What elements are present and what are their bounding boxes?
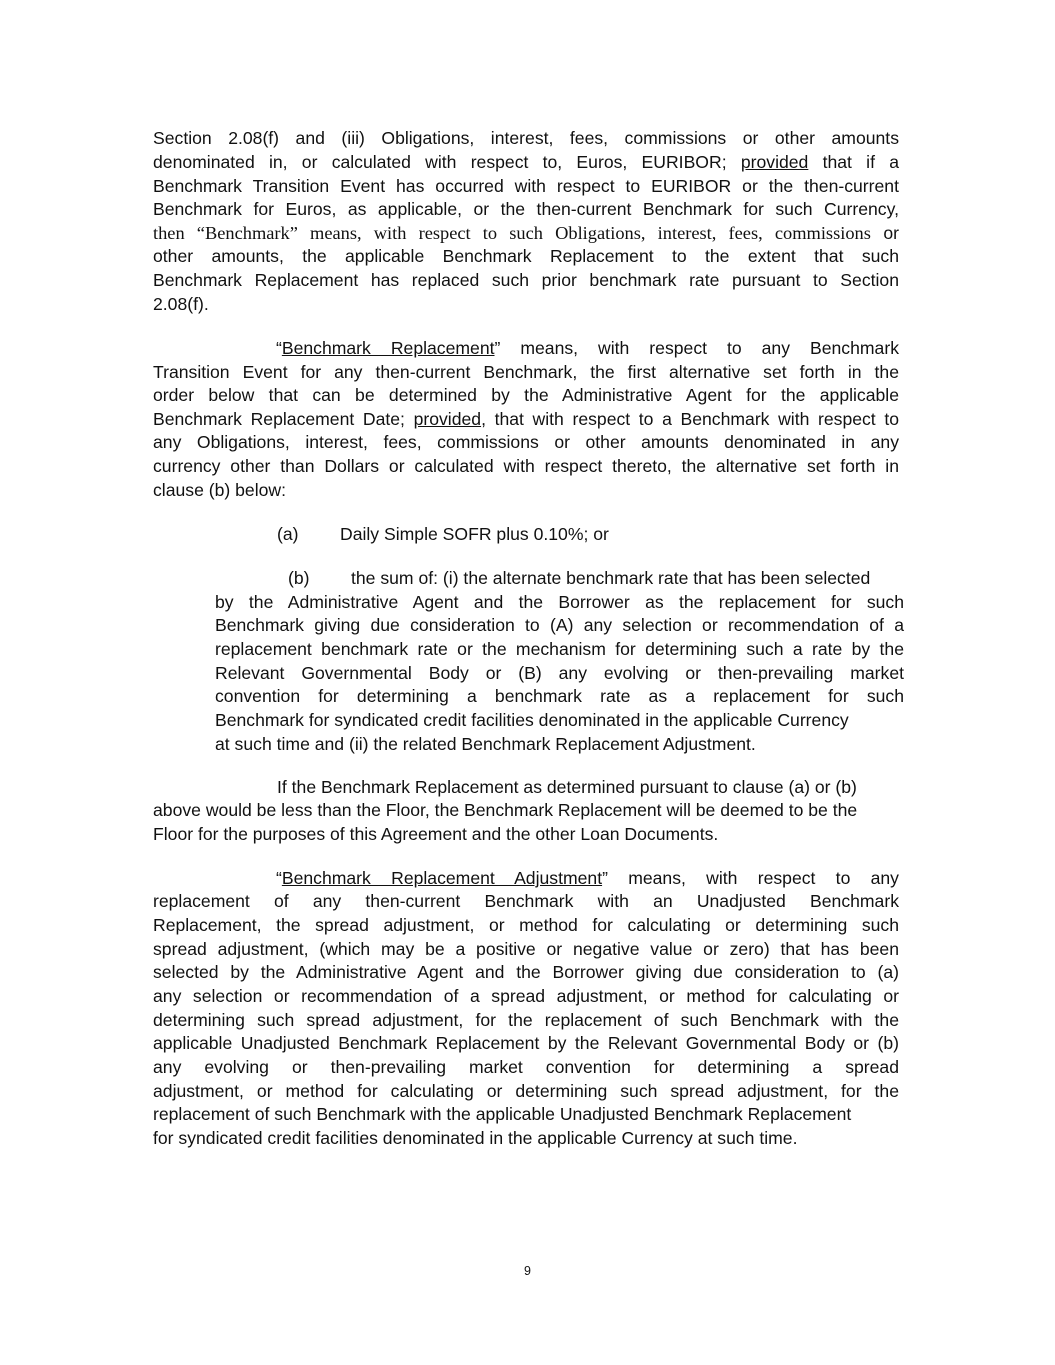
defined-term: Benchmark Replacement Adjustment <box>281 868 603 888</box>
text-line: Floor for the purposes of this Agreement and the other Loan Documents. <box>153 824 719 844</box>
provided-term: provided <box>740 152 809 172</box>
provided-term: provided <box>413 409 482 429</box>
text-segment: or <box>870 223 899 243</box>
clause-text: the sum of: (i) the alternate benchmark rate that has been selected <box>351 568 871 588</box>
text-line: replacement of such Benchmark with the applicable Unadjusted Benchmark Replacement <box>153 1104 852 1124</box>
open-quote: “ <box>276 868 282 888</box>
text-line <box>153 407 899 431</box>
page-number: 9 <box>524 1264 531 1278</box>
text-line: replacement benchmark rate or the mechanism for determining such a rate by the <box>215 639 904 659</box>
text-segment: , that with respect to a Benchmark with respect to <box>481 409 899 429</box>
text-segment: ” means, with respect to any <box>602 868 899 888</box>
text-segment: denominated in, or calculated with respect to, Euros, EURIBOR; <box>153 152 727 172</box>
text-line: adjustment, or method for calculating or determining such spread adjustment, for the <box>153 1081 899 1101</box>
text-line: selected by the Administrative Agent and the Borrower giving due consideration to (a) <box>153 962 899 982</box>
text-line: other amounts, the applicable Benchmark Replacement to the extent that such <box>153 246 899 266</box>
text-line: Relevant Governmental Body or (B) any evolving or then-prevailing market <box>215 663 904 683</box>
text-line: order below that can be determined by the Administrative Agent for the applicable <box>153 385 899 405</box>
text-line: applicable Unadjusted Benchmark Replacement by the Relevant Governmental Body or (b) <box>153 1033 899 1053</box>
definition-heading-line <box>276 866 899 890</box>
text-line: for syndicated credit facilities denominated in the applicable Currency at such time. <box>153 1128 798 1148</box>
text-line: clause (b) below: <box>153 480 286 500</box>
text-line: determining such spread adjustment, for the replacement of such Benchmark with the <box>153 1010 899 1030</box>
text-line: any Obligations, interest, fees, commissions or other amounts denominated in any <box>153 432 899 452</box>
text-line: Benchmark for syndicated credit facilities denominated in the applicable Currency <box>215 710 849 730</box>
text-line: Benchmark giving due consideration to (A) any selection or recommendation of a <box>215 615 904 635</box>
text-line: any evolving or then-prevailing market convention for determining a spread <box>153 1057 899 1077</box>
text-line: Benchmark for Euros, as applicable, or the then-current Benchmark for such Currency, <box>153 199 899 219</box>
clause-label: (a) <box>277 524 299 544</box>
text-line: by the Administrative Agent and the Borrower as the replacement for such <box>215 592 904 612</box>
clause-label: (b) <box>288 568 310 588</box>
text-line: If the Benchmark Replacement as determined pursuant to clause (a) or (b) <box>277 777 857 797</box>
clause-text: Daily Simple SOFR plus 0.10%; or <box>340 524 609 544</box>
text-line: at such time and (ii) the related Benchmark Replacement Adjustment. <box>215 734 756 754</box>
text-line: Section 2.08(f) and (iii) Obligations, interest, fees, commissions or other amounts <box>153 128 899 148</box>
text-line: Benchmark Transition Event has occurred with respect to EURIBOR or the then-current <box>153 176 899 196</box>
text-line: 2.08(f). <box>153 294 209 314</box>
open-quote: “ <box>276 338 282 358</box>
text-line: Transition Event for any then-current Benchmark, the first alternative set forth in the <box>153 362 899 382</box>
text-line: Benchmark Replacement has replaced such prior benchmark rate pursuant to Section <box>153 270 899 290</box>
text-line: Replacement, the spread adjustment, or method for calculating or determining such <box>153 915 899 935</box>
text-line <box>153 221 899 245</box>
text-line <box>153 150 899 174</box>
text-line: replacement of any then-current Benchmark with an Unadjusted Benchmark <box>153 891 899 911</box>
text-segment: Benchmark Replacement Date; <box>153 409 405 429</box>
text-segment: then “Benchmark” means, with respect to such Obligations, interest, fees, commissions <box>153 223 871 243</box>
text-line: convention for determining a benchmark rate as a replacement for such <box>215 686 904 706</box>
text-segment: that if a <box>808 152 900 172</box>
definition-heading-line <box>276 336 899 360</box>
text-line: currency other than Dollars or calculated with respect thereto, the alternative set forth in <box>153 456 899 476</box>
text-line: any selection or recommendation of a spread adjustment, or method for calculating or <box>153 986 899 1006</box>
text-line: spread adjustment, (which may be a positive or negative value or zero) that has been <box>153 939 899 959</box>
text-line: above would be less than the Floor, the Benchmark Replacement will be deemed to be the <box>153 800 858 820</box>
text-segment: ” means, with respect to any Benchmark <box>494 338 899 358</box>
defined-term: Benchmark Replacement <box>281 338 495 358</box>
